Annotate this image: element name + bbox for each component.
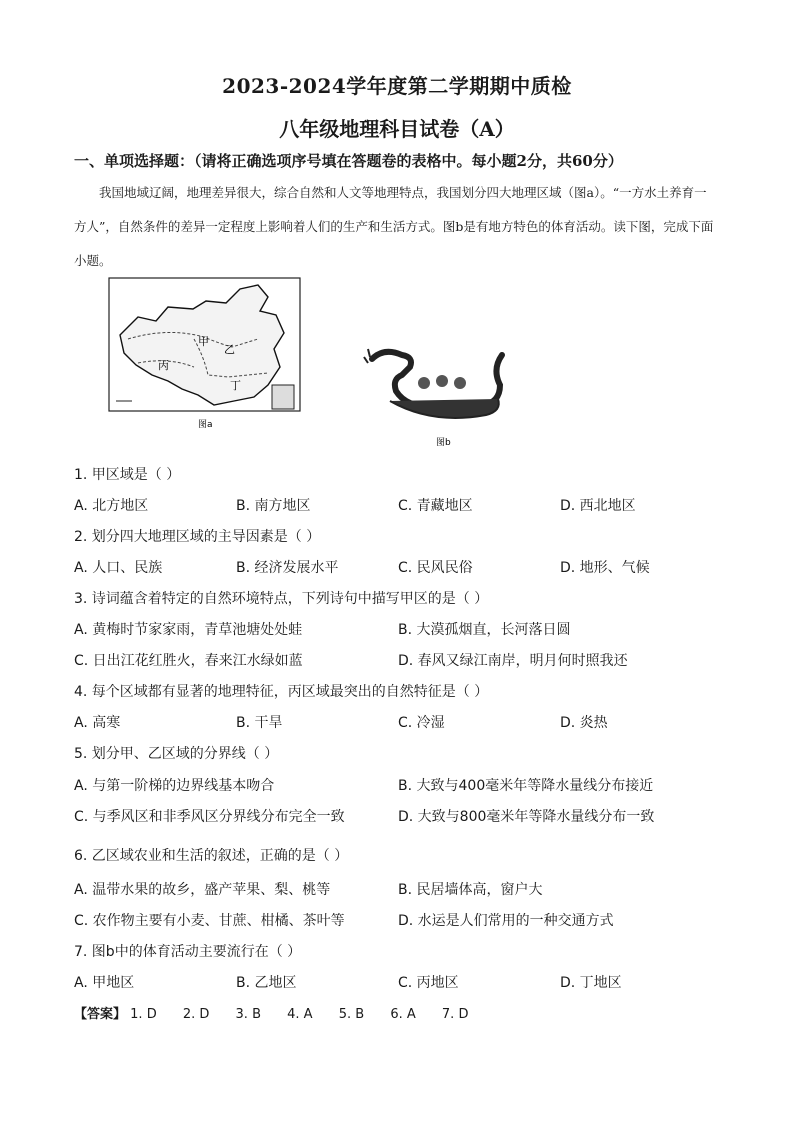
q4-option-a[interactable]: A. 高寒 [74, 715, 121, 731]
q2-option-c[interactable]: C. 民风民俗 [398, 560, 473, 576]
figure-a-caption: 图a [198, 420, 213, 430]
answer-label: 【答案】 [74, 1007, 127, 1022]
answer-item: 2. D [182, 1007, 210, 1022]
answer-item: 6. A [390, 1007, 416, 1022]
q7-option-a[interactable]: A. 甲地区 [74, 975, 135, 991]
answer-item: 7. D [441, 1007, 469, 1022]
q6-option-d[interactable]: D. 水运是人们常用的一种交通方式 [398, 913, 614, 929]
q3-option-a[interactable]: A. 黄梅时节家家雨，青草池塘处处蛙 [74, 622, 303, 638]
rower-1 [418, 377, 430, 389]
q6-option-c[interactable]: C. 农作物主要有小麦、甘蔗、柑橘、茶叶等 [74, 913, 345, 929]
question-4-stem: 4. 每个区域都有显著的地理特征，丙区域最突出的自然特征是（ ） [74, 684, 489, 700]
q2-option-a[interactable]: A. 人口、民族 [74, 560, 163, 576]
question-7-stem: 7. 图b中的体育活动主要流行在（ ） [74, 944, 302, 960]
q6-option-b[interactable]: B. 民居墙体高，窗户大 [398, 882, 543, 898]
q1-option-c[interactable]: C. 青藏地区 [398, 498, 473, 514]
question-3-stem: 3. 诗词蕴含着特定的自然环境特点，下列诗句中描写甲区的是（ ） [74, 591, 489, 607]
q1-option-b[interactable]: B. 南方地区 [236, 498, 311, 514]
q2-option-d[interactable]: D. 地形、气候 [560, 560, 650, 576]
q5-option-d[interactable]: D. 大致与800毫米年等降水量线分布一致 [398, 809, 655, 825]
exam-title: 2023-2024学年度第二学期期中质检 [222, 74, 572, 98]
answer-item: 4. A [287, 1007, 313, 1022]
q7-option-b[interactable]: B. 乙地区 [236, 975, 297, 991]
question-2-stem: 2. 划分四大地理区域的主导因素是（ ） [74, 529, 321, 545]
q4-option-d[interactable]: D. 炎热 [560, 715, 608, 731]
q5-option-b[interactable]: B. 大致与400毫米年等降水量线分布接近 [398, 778, 654, 794]
dragon-boat-figure [362, 345, 522, 450]
intro-paragraph: 我国地域辽阔，地理差异很大，综合自然和人文等地理特点，我国划分四大地理区域（图a）。“一方水土养育一方人”，自然条件的差异一定程度上影响着人们的生产和生活方式。图b是有地方特色的体育活动。读下图，完成下面小题。 [74, 185, 714, 268]
answer-item: 1. D [130, 1007, 157, 1022]
answer-item: 5. B [338, 1007, 365, 1022]
q3-option-c[interactable]: C. 日出江花红胜火，春来江水绿如蓝 [74, 653, 303, 669]
q2-option-b[interactable]: B. 经济发展水平 [236, 560, 339, 576]
q4-option-b[interactable]: B. 干旱 [236, 715, 283, 731]
answer-item: 3. B [235, 1007, 261, 1022]
region-label-jia: 甲 [198, 335, 209, 348]
q5-option-a[interactable]: A. 与第一阶梯的边界线基本吻合 [74, 778, 275, 794]
answer-key [74, 1003, 468, 1022]
dragon-horns [364, 349, 370, 363]
south-sea-inset [272, 385, 294, 409]
exam-subtitle: 八年级地理科目试卷（A） [279, 117, 515, 141]
question-5-stem: 5. 划分甲、乙区域的分界线（ ） [74, 746, 279, 762]
q6-option-a[interactable]: A. 温带水果的故乡，盛产苹果、梨、桃等 [74, 882, 331, 898]
q4-option-c[interactable]: C. 冷湿 [398, 715, 445, 731]
rower-2 [436, 375, 448, 387]
q5-option-c[interactable]: C. 与季风区和非季风区分界线分布完全一致 [74, 809, 345, 825]
section-heading: 一、单项选择题：（请将正确选项序号填在答题卷的表格中。每小题2分，共60分） [74, 152, 623, 170]
rower-3 [454, 377, 466, 389]
region-label-bing: 丙 [158, 359, 169, 372]
q3-option-b[interactable]: B. 大漠孤烟直，长河落日圆 [398, 622, 571, 638]
region-label-yi: 乙 [224, 343, 235, 356]
q3-option-d[interactable]: D. 春风又绿江南岸，明月何时照我还 [398, 653, 628, 669]
q7-option-c[interactable]: C. 丙地区 [398, 975, 459, 991]
boat-hull [390, 399, 499, 418]
q1-option-a[interactable]: A. 北方地区 [74, 498, 149, 514]
question-6-stem: 6. 乙区域农业和生活的叙述，正确的是（ ） [74, 848, 349, 864]
q7-option-d[interactable]: D. 丁地区 [560, 975, 622, 991]
question-1-stem: 1. 甲区域是（ ） [74, 467, 181, 483]
q1-option-d[interactable]: D. 西北地区 [560, 498, 636, 514]
region-label-ding: 丁 [230, 379, 241, 392]
figure-b-caption: 图b [436, 438, 451, 448]
china-regions-map [108, 277, 302, 447]
